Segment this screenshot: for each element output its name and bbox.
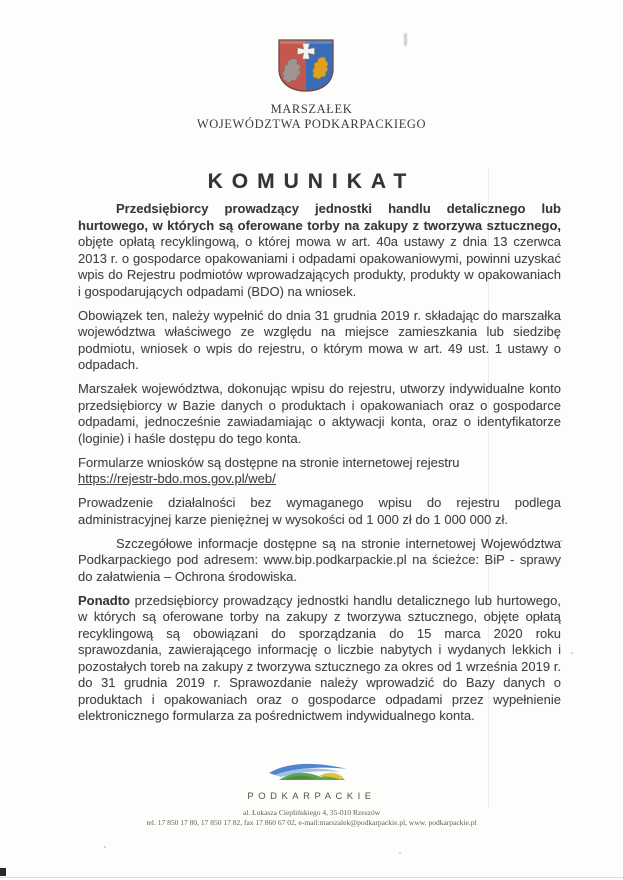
paragraph-1-rest: objęte opłatą recyklingową, o której mowa w art. 40a ustawy z dnia 13 czerwca 2013 r. o gospodarce opakowaniami i odpadami opakowaniowymi, powinni uzyskać wpis do Rejestru podmiotów wprowadzających produkty, produkty w opakowaniach i gospodarujących odpadami (BDO) na wniosek. <box>78 234 561 299</box>
org-name-line2: WOJEWÓDZTWA PODKARPACKIEGO <box>196 117 427 131</box>
registry-link[interactable]: https://rejestr-bdo.mos.gov.pl/web/ <box>78 471 276 486</box>
scan-smudge <box>404 33 407 46</box>
paragraph-account-creation: Marszałek województwa, dokonując wpisu do rejestru, utworzy indywidualne konto przedsiębiorcy w Bazie danych o produktach i opakowaniach oraz o gospodarce odpadami, jednocześnie zawiadamiając o aktywacji konta, oraz o identyfikatorze (loginie) i haśle dostępu do tego konta. <box>78 381 561 446</box>
document-header <box>0 38 623 132</box>
scan-dot <box>399 852 401 854</box>
document-footer <box>0 760 623 827</box>
podkarpackie-logo-icon <box>261 760 353 786</box>
paragraph-1-bold: Przedsiębiorcy prowadzący jednostki handlu detalicznego lub hurtowego, w których są oferowane torby na zakupy z tworzywa sztucznego, <box>78 201 561 233</box>
footer-address-line2: tel. 17 850 17 80, 17 850 17 82, fax 17 860 67 02, e-mail:marszalek@podkarpackie.pl, www. podkarpackie.pl <box>146 817 477 827</box>
paragraph-forms-text: Formularze wniosków są dostępne na stronie internetowej rejestru <box>78 454 460 470</box>
org-name <box>0 102 623 132</box>
paragraph-more-info: Szczegółowe informacje dostępne są na stronie internetowej Województwa Podkarpackiego pod adresem: www.bip.podkarpackie.pl na ścieżce: BiP - sprawy do załatwienia – Ochrona środowiska. <box>78 535 561 584</box>
scan-dot <box>560 540 563 542</box>
footer-address <box>0 808 623 827</box>
coat-of-arms-icon <box>276 38 336 94</box>
paragraph-7-rest: przedsiębiorcy prowadzący jednostki handlu detalicznego lub hurtowego, w których są oferowane torby na zakupy z tworzywa sztucznego, objęte opłatą recyklingową są obowiązani do sporządzania do 15 marca 2020 roku sprawozdania, zawierającego informację o liczbie nabytych i wydanych lekkich i pozostałych toreb na zakupy z tworzywa sztucznego za okres od 1 września 2019 r. do 31 grudnia 2019 r. Sprawozdanie należy wprowadzić do Bazy danych o produktach i opakowaniach oraz o gospodarce odpadami przez wypełnienie elektronicznego formularza za pośrednictwem indywidualnego konta. <box>78 592 561 723</box>
scan-corner-mark <box>0 868 6 876</box>
scan-dot <box>571 652 573 654</box>
footer-logo-word: PODKARPACKIE <box>247 791 376 802</box>
paragraph-deadline: Obowiązek ten, należy wypełnić do dnia 31 grudnia 2019 r. składając do marszałka województwa właściwego ze względu na miejsce zamieszkania lub siedzibę podmiotu, wniosek o wpis do rejestru, o którym mowa w art. 49 ust. 1 ustawy o odpadach. <box>78 307 561 372</box>
org-name-line1: MARSZAŁEK <box>270 102 353 116</box>
scan-fold-line <box>488 168 489 808</box>
scan-dot <box>104 846 106 848</box>
page-title: KOMUNIKAT <box>207 170 416 193</box>
paragraph-7-bold: Ponadto <box>78 592 130 608</box>
paragraph-penalty: Prowadzenie działalności bez wymaganego wpisu do rejestru podlega administracyjnej karze pieniężnej w wysokości od 1 000 zł do 1 000 000 zł. <box>78 495 561 527</box>
footer-address-line1: al. Łukasza Cieplińskiego 4, 35-010 Rzeszów <box>242 808 381 817</box>
scan-bottom-edge <box>0 877 623 878</box>
